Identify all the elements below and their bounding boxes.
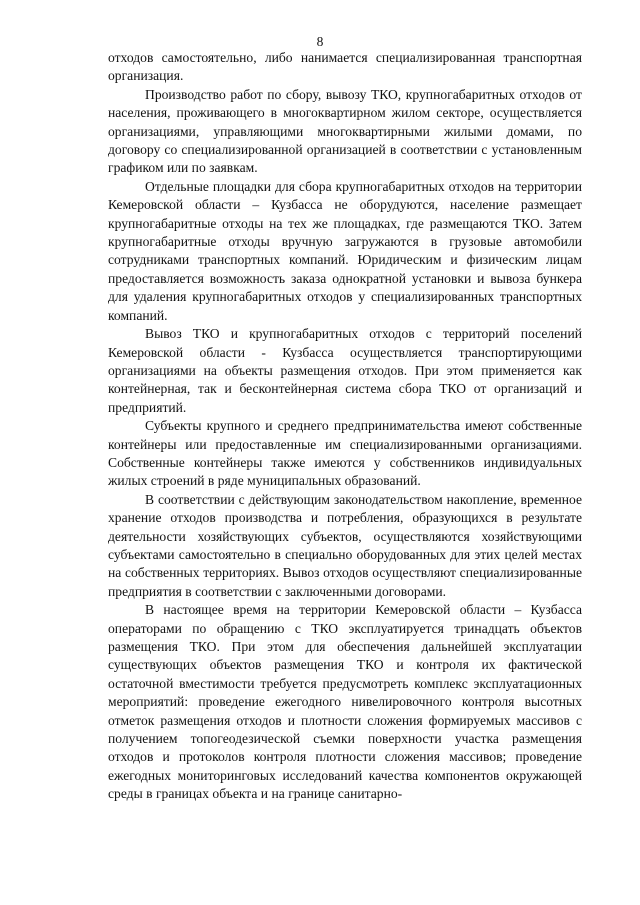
document-body (108, 49, 582, 804)
paragraph-waste-removal: Вывоз ТКО и крупногабаритных отходов с территорий поселений Кемеровской области - Кузбасса осуществляется транспортирующими организациями на объекты размещения отходов. При этом применяется как контейнерная, так и бесконтейнерная система сбора ТКО от организаций и предприятий. (108, 326, 582, 415)
paragraph-bulky-waste-sites: Отдельные площадки для сбора крупногабаритных отходов на территории Кемеровской области – Кузбасса не оборудуются, население размещает крупногабаритные отходы на тех же площадках, где размещаются ТКО. Затем крупногабаритные отходы вручную загружаются в грузовые автомобили сотрудниками транспортных компаний. Юридическим и физическим лицам предоставляется возможность заказа однократной установки и вывоза бункера для удаления крупногабаритных отходов у специализированных транспортных компаний. (108, 178, 582, 323)
paragraph-legislation: В соответствии с действующим законодательством накопление, временное хранение отходов производства и потребления, образующихся в результате деятельности хозяйствующих субъектов, осуществляются хозяйствующими субъектами самостоятельно в специально оборудованных для этих целей местах на собственных территориях. Вывоз отходов осуществляют специализированные предприятия в соответствии с заключенными договорами. (108, 491, 582, 599)
page-number: 8 (316, 34, 324, 49)
paragraph-collection-multiapartment: Производство работ по сбору, вывозу ТКО, крупногабаритных отходов от населения, проживающего в многоквартирном жилом секторе, осуществляется организациями, управляющими многоквартирными жилыми домами, по договору со специализированной организацией в соответствии с установленным графиком или по заявкам. (108, 86, 582, 176)
paragraph-business-containers: Субъекты крупного и среднего предпринимательства имеют собственные контейнеры или предоставленные им специализированными организациями. Собственные контейнеры также имеются у собственников индивидуальных жилых строений в ряде муниципальных образований. (108, 418, 582, 489)
paragraph-continuation: отходов самостоятельно, либо нанимается специализированная транспортная организация. (108, 50, 582, 84)
paragraph-disposal-facilities: В настоящее время на территории Кемеровской области – Кузбасса операторами по обращению с ТКО эксплуатируется тринадцать объектов размещения ТКО. При этом для обеспечения дальнейшей эксплуатации существующих объектов размещения ТКО и контроля их фактической остаточной вместимости требуется предусмотреть комплекс эксплуатационных мероприятий: проведение ежегодного нивелировочного контроля высотных отметок размещения отходов и плотности сложения формируемых массивов с получением топогеодезической съемки поверхности участка размещения отходов и протоколов контроля плотности сложения массивов; проведение ежегодных мониторинговых исследований качества компонентов окружающей среды в границах объекта и на границе санитарно- (108, 602, 582, 802)
